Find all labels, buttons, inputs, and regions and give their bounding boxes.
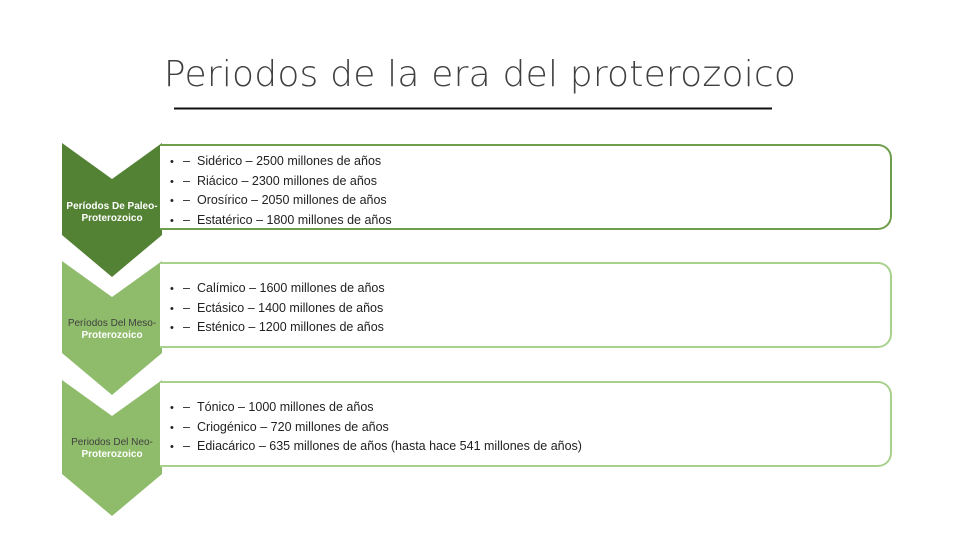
list-item: • – Sidérico – 2500 millones de años xyxy=(170,154,382,168)
stage-box-paleo xyxy=(160,144,892,230)
list-item: • – Estatérico – 1800 millones de años xyxy=(170,213,392,228)
list-item: • – Riácico – 2300 millones de años xyxy=(170,173,377,188)
list-item: • – Ectásico – 1400 millones de años xyxy=(170,300,384,315)
list-item: • – Esténico – 1200 millones de años xyxy=(170,320,384,335)
stage-box-neo xyxy=(160,381,892,467)
stage-label-neo: Periodos Del Neo- Proterozoico xyxy=(71,437,153,460)
stage-box-meso xyxy=(160,262,892,348)
stage-label-paleo: Períodos De Paleo- Proterozoico xyxy=(66,201,158,224)
list-item: • – Tónico – 1000 millones de años xyxy=(170,400,374,414)
list-item: • – Ediacárico – 635 millones de años (hasta hace 541 millones de años) xyxy=(170,439,582,454)
page-title: Periodos de la era del proterozoico xyxy=(163,54,797,95)
list-item: • – Calímico – 1600 millones de años xyxy=(170,281,385,295)
stage-label-meso: Períodos Del Meso- Proterozoico xyxy=(67,318,157,341)
list-item: • – Criogénico – 720 millones de años xyxy=(170,419,389,434)
list-item: • – Orosírico – 2050 millones de años xyxy=(170,193,387,208)
